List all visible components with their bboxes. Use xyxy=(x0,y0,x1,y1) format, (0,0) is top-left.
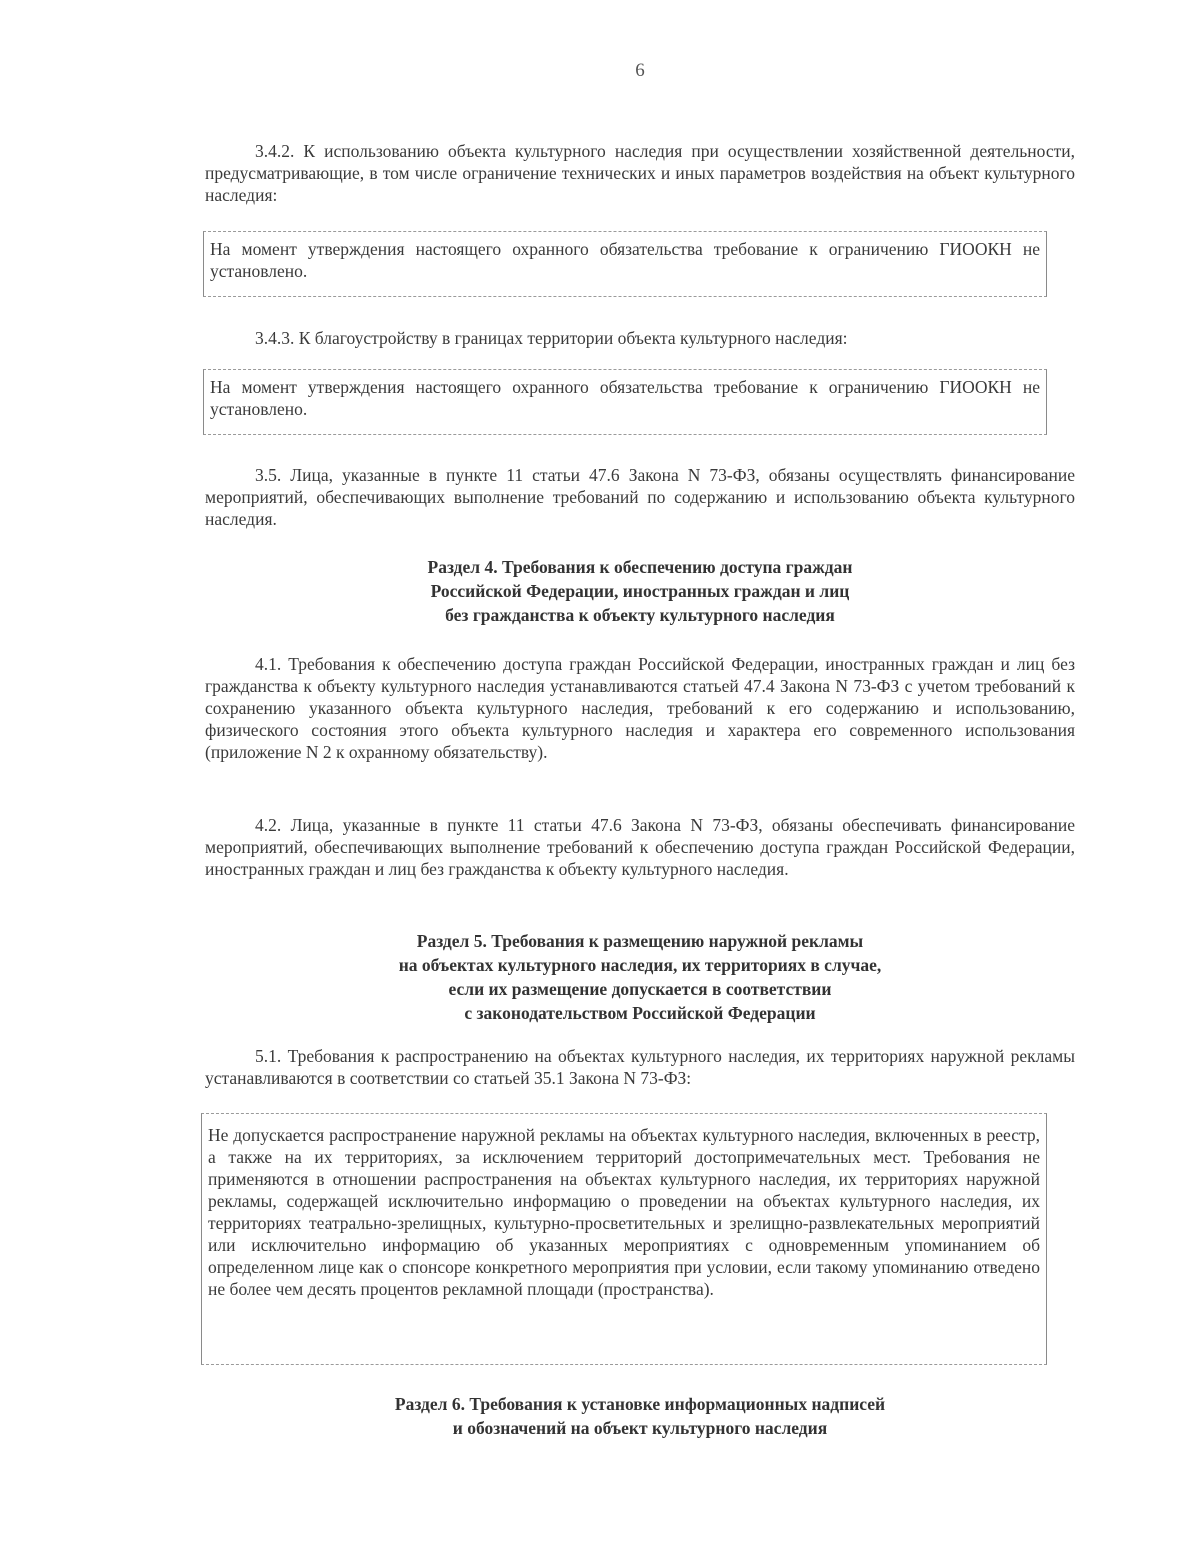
requirement-box-3-text: Не допускается распространение наружной рекламы на объектах культурного наследия, включенных в реестр, а также на их территориях, за исключением территорий достопримечательных мест. Требования не применяются в отношении распространения на объектах культурного наследия, их территориях наружной рекламы, содержащей исключительно информацию о проведении на объектах культурного наследия, их территориях театрально-зрелищных, культурно-просветительных и зрелищно-развлекательных мероприятий или исключительно информацию об указанных мероприятиях с одновременным упоминанием об определенном лице как о спонсоре конкретного мероприятия при условии, если такому упоминанию отведено не более чем десять процентов рекламной площади (пространства). xyxy=(208,1125,1040,1299)
requirement-box-1 xyxy=(203,231,1047,297)
section-4-heading-line: Российской Федерации, иностранных граждан и лиц xyxy=(430,581,850,601)
paragraph-5-1: 5.1. Требования к распространению на объектах культурного наследия, их территориях наружной рекламы устанавливаются в соответствии со статьей 35.1 Закона N 73-ФЗ: xyxy=(205,1046,1075,1088)
section-6-heading-line: и обозначений на объект культурного наследия xyxy=(452,1418,828,1438)
paragraph-3-4-2: 3.4.2. К использованию объекта культурного наследия при осуществлении хозяйственной деятельности, предусматривающие, в том числе ограничение технических и иных параметров воздействия на объект культурного наследия: xyxy=(205,141,1075,205)
section-5-heading-line: Раздел 5. Требования к размещению наружной рекламы xyxy=(416,931,864,951)
paragraph-4-1: 4.1. Требования к обеспечению доступа граждан Российской Федерации, иностранных граждан и лиц без гражданства к объекту культурного наследия устанавливаются статьей 47.4 Закона N 73-ФЗ с учетом требований к сохранению указанного объекта культурного наследия, требований к его содержанию и использованию, физического состояния этого объекта культурного наследия и характера его современного использования (приложение N 2 к охранному обязательству). xyxy=(205,654,1075,762)
requirement-box-3 xyxy=(201,1113,1047,1365)
page-number: 6 xyxy=(635,60,645,81)
section-4-heading-line: без гражданства к объекту культурного наследия xyxy=(445,605,835,625)
paragraph-3-5: 3.5. Лица, указанные в пункте 11 статьи 47.6 Закона N 73-ФЗ, обязаны осуществлять финансирование мероприятий, обеспечивающих выполнение требований по содержанию и использованию объекта культурного наследия. xyxy=(205,465,1075,529)
section-5-heading-line: если их размещение допускается в соответствии xyxy=(448,979,832,999)
section-4-heading xyxy=(205,555,1075,627)
section-5-heading xyxy=(205,929,1075,1025)
section-6-heading-line: Раздел 6. Требования к установке информационных надписей xyxy=(394,1394,886,1414)
paragraph-3-4-3: 3.4.3. К благоустройству в границах территории объекта культурного наследия: xyxy=(255,328,848,348)
requirement-box-1-text: На момент утверждения настоящего охранного обязательства требование к ограничению ГИООКН не установлено. xyxy=(210,239,1040,281)
section-5-heading-line: с законодательством Российской Федерации xyxy=(464,1003,816,1023)
section-5-heading-line: на объектах культурного наследия, их территориях в случае, xyxy=(398,955,882,975)
requirement-box-2 xyxy=(203,369,1047,435)
requirement-box-2-text: На момент утверждения настоящего охранного обязательства требование к ограничению ГИООКН не установлено. xyxy=(210,377,1040,419)
section-6-heading xyxy=(205,1392,1075,1440)
paragraph-4-2: 4.2. Лица, указанные в пункте 11 статьи 47.6 Закона N 73-ФЗ, обязаны обеспечивать финансирование мероприятий, обеспечивающих выполнение требований к обеспечению доступа граждан Российской Федерации, иностранных граждан и лиц без гражданства к объекту культурного наследия. xyxy=(205,815,1075,879)
section-4-heading-line: Раздел 4. Требования к обеспечению доступа граждан xyxy=(427,557,853,577)
